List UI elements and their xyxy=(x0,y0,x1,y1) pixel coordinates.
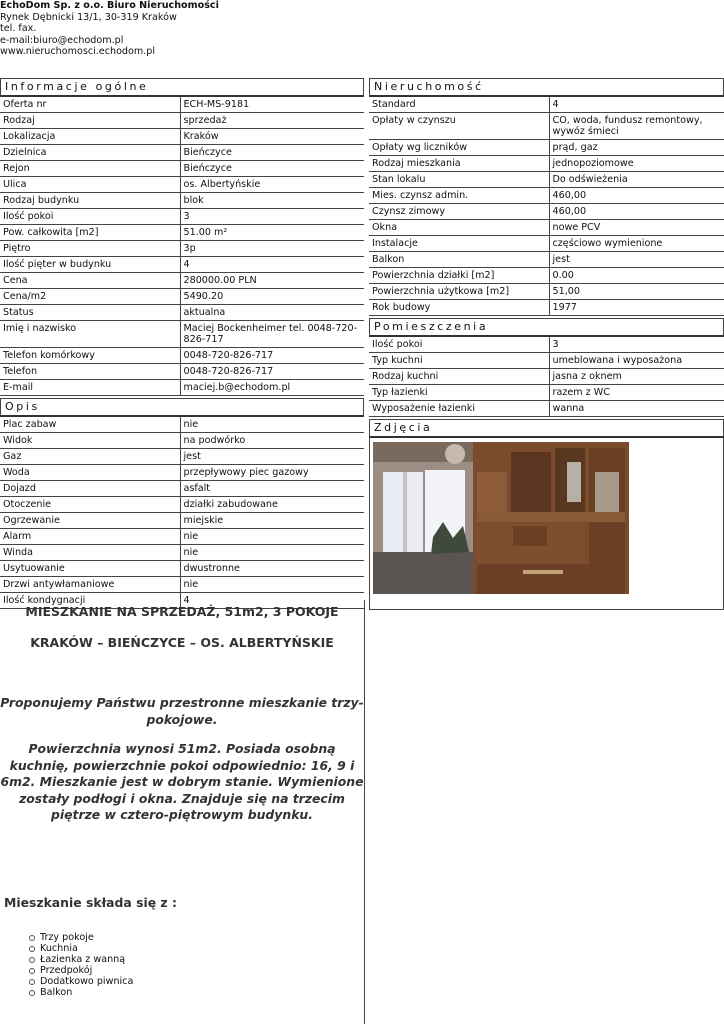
list-item: Łazienka z wanną xyxy=(40,954,364,965)
section-title-general: Informacje ogólne xyxy=(0,78,364,97)
field-value: 4 xyxy=(180,593,364,609)
table-row xyxy=(0,193,364,209)
composition-heading: Mieszkanie składa się z : xyxy=(4,894,177,910)
field-value: 51.00 m² xyxy=(180,225,364,241)
field-label: Ilość kondygnacji xyxy=(0,593,180,609)
field-value: os. Albertyńskie xyxy=(180,177,364,193)
list-item: Trzy pokoje xyxy=(40,932,364,943)
table-row xyxy=(369,252,724,268)
field-value: 3 xyxy=(180,209,364,225)
field-label: Mies. czynsz admin. xyxy=(369,188,549,204)
table-row xyxy=(0,129,364,145)
photo-container xyxy=(369,438,724,610)
field-label: Rejon xyxy=(0,161,180,177)
field-label: Plac zabaw xyxy=(0,417,180,433)
field-value: jednopoziomowe xyxy=(549,156,724,172)
list-item: Dodatkowo piwnica xyxy=(40,976,364,987)
intro-paragraph: Proponujemy Państwu przestronne mieszkanie trzy-pokojowe. xyxy=(0,695,364,727)
right-column xyxy=(369,78,724,610)
field-label: Woda xyxy=(0,465,180,481)
field-label: Dojazd xyxy=(0,481,180,497)
field-label: Winda xyxy=(0,545,180,561)
field-value: nie xyxy=(180,417,364,433)
field-label: Alarm xyxy=(0,529,180,545)
field-label: Imię i nazwisko xyxy=(0,321,180,348)
table-row xyxy=(369,204,724,220)
table-row xyxy=(369,172,724,188)
section-title-rooms: Pomieszczenia xyxy=(369,318,724,337)
field-value: 5490.20 xyxy=(180,289,364,305)
field-value: częściowo wymienione xyxy=(549,236,724,252)
field-value: jasna z oknem xyxy=(549,369,724,385)
table-row xyxy=(0,161,364,177)
field-value: przepływowy piec gazowy xyxy=(180,465,364,481)
field-value: 460,00 xyxy=(549,204,724,220)
table-row xyxy=(0,545,364,561)
field-label: Rodzaj mieszkania xyxy=(369,156,549,172)
field-value: umeblowana i wyposażona xyxy=(549,353,724,369)
property-table xyxy=(369,97,724,316)
field-value: nowe PCV xyxy=(549,220,724,236)
field-value: 0048-720-826-717 xyxy=(180,364,364,380)
table-row xyxy=(369,188,724,204)
table-row xyxy=(0,380,364,396)
table-row xyxy=(0,321,364,348)
general-table xyxy=(0,97,364,396)
field-label: Dzielnica xyxy=(0,145,180,161)
field-value: ECH-MS-9181 xyxy=(180,97,364,113)
table-row xyxy=(369,140,724,156)
field-label: Standard xyxy=(369,97,549,113)
field-label: Rodzaj kuchni xyxy=(369,369,549,385)
field-value: asfalt xyxy=(180,481,364,497)
table-row xyxy=(0,465,364,481)
location-heading: KRAKÓW – BIEŃCZYCE – OS. ALBERTYŃSKIE xyxy=(30,635,334,650)
field-label: Czynsz zimowy xyxy=(369,204,549,220)
field-label: Otoczenie xyxy=(0,497,180,513)
field-value: 0048-720-826-717 xyxy=(180,348,364,364)
field-value: Bieńczyce xyxy=(180,145,364,161)
field-value: razem z WC xyxy=(549,385,724,401)
section-title-photos: Zdjęcia xyxy=(369,419,724,438)
agency-email: e-mail:biuro@echodom.pl xyxy=(0,34,124,46)
opis-table xyxy=(0,417,364,609)
field-value: nie xyxy=(180,577,364,593)
description xyxy=(0,600,364,998)
field-label: Ilość pokoi xyxy=(369,337,549,353)
table-row xyxy=(369,300,724,316)
table-row xyxy=(0,209,364,225)
field-value: Maciej Bockenheimer tel. 0048-720-826-717 xyxy=(180,321,364,348)
table-row xyxy=(369,337,724,353)
agency-name: EchoDom Sp. z o.o. Biuro Nieruchomości xyxy=(0,0,219,11)
table-row xyxy=(0,561,364,577)
table-row xyxy=(369,353,724,369)
field-value: 1977 xyxy=(549,300,724,316)
field-label: Typ łazienki xyxy=(369,385,549,401)
field-value: 51,00 xyxy=(549,284,724,300)
field-value: na podwórko xyxy=(180,433,364,449)
field-value: wanna xyxy=(549,401,724,417)
table-row xyxy=(369,236,724,252)
field-value: Kraków xyxy=(180,129,364,145)
field-label: Typ kuchni xyxy=(369,353,549,369)
field-label: Drzwi antywłamaniowe xyxy=(0,577,180,593)
field-label: Gaz xyxy=(0,449,180,465)
rooms-table xyxy=(369,337,724,417)
field-label: Piętro xyxy=(0,241,180,257)
field-value: nie xyxy=(180,545,364,561)
list-item: Przedpokój xyxy=(40,965,364,976)
table-row xyxy=(369,284,724,300)
field-label: Wyposażenie łazienki xyxy=(369,401,549,417)
field-value: 460,00 xyxy=(549,188,724,204)
field-value: jest xyxy=(549,252,724,268)
section-title-opis: Opis xyxy=(0,398,364,417)
field-label: Widok xyxy=(0,433,180,449)
table-row xyxy=(369,385,724,401)
field-label: Ulica xyxy=(0,177,180,193)
table-row xyxy=(0,577,364,593)
field-label: Okna xyxy=(369,220,549,236)
field-value: aktualna xyxy=(180,305,364,321)
field-label: Opłaty w czynszu xyxy=(369,113,549,140)
apartment-photo[interactable] xyxy=(373,442,629,594)
table-row xyxy=(369,268,724,284)
field-value: 4 xyxy=(180,257,364,273)
agency-header xyxy=(0,0,219,58)
field-value: nie xyxy=(180,529,364,545)
field-label: Balkon xyxy=(369,252,549,268)
list-item: Kuchnia xyxy=(40,943,364,954)
field-label: Oferta nr xyxy=(0,97,180,113)
field-label: Ilość pokoi xyxy=(0,209,180,225)
field-label: Rodzaj xyxy=(0,113,180,129)
table-row xyxy=(0,433,364,449)
field-label: Rok budowy xyxy=(369,300,549,316)
table-row xyxy=(0,305,364,321)
field-value: dwustronne xyxy=(180,561,364,577)
field-label: E-mail xyxy=(0,380,180,396)
table-row xyxy=(0,348,364,364)
table-row xyxy=(369,113,724,140)
field-value: 4 xyxy=(549,97,724,113)
table-row xyxy=(369,220,724,236)
field-label: Opłaty wg liczników xyxy=(369,140,549,156)
list-item: Balkon xyxy=(40,987,364,998)
column-divider xyxy=(364,600,365,1024)
field-label: Pow. całkowita [m2] xyxy=(0,225,180,241)
table-row xyxy=(0,177,364,193)
field-label: Instalacje xyxy=(369,236,549,252)
section-title-property: Nieruchomość xyxy=(369,78,724,97)
table-row xyxy=(0,289,364,305)
field-label: Powierzchnia użytkowa [m2] xyxy=(369,284,549,300)
table-row xyxy=(0,113,364,129)
table-row xyxy=(0,241,364,257)
table-row xyxy=(369,97,724,113)
field-label: Powierzchnia działki [m2] xyxy=(369,268,549,284)
left-column xyxy=(0,78,364,609)
field-value: jest xyxy=(180,449,364,465)
listing-heading: MIESZKANIE NA SPRZEDAŻ, 51m2, 3 POKOJE xyxy=(25,604,339,619)
table-row xyxy=(0,497,364,513)
field-label: Telefon xyxy=(0,364,180,380)
table-row xyxy=(0,364,364,380)
field-value: Do odświeżenia xyxy=(549,172,724,188)
field-label: Telefon komórkowy xyxy=(0,348,180,364)
field-label: Cena xyxy=(0,273,180,289)
field-label: Usytuowanie xyxy=(0,561,180,577)
field-value: miejskie xyxy=(180,513,364,529)
table-row xyxy=(369,156,724,172)
field-value: 3p xyxy=(180,241,364,257)
agency-address: Rynek Dębnicki 13/1, 30-319 Kraków xyxy=(0,11,177,23)
table-row xyxy=(0,417,364,433)
field-label: Rodzaj budynku xyxy=(0,193,180,209)
field-value: 3 xyxy=(549,337,724,353)
field-label: Status xyxy=(0,305,180,321)
field-value: sprzedaż xyxy=(180,113,364,129)
field-value: 0.00 xyxy=(549,268,724,284)
field-label: Ogrzewanie xyxy=(0,513,180,529)
agency-phone: tel. fax. xyxy=(0,23,37,35)
field-value: CO, woda, fundusz remontowy, wywóz śmieci xyxy=(549,113,724,140)
field-value: blok xyxy=(180,193,364,209)
field-label: Stan lokalu xyxy=(369,172,549,188)
field-value: działki zabudowane xyxy=(180,497,364,513)
rooms-list xyxy=(40,932,364,998)
field-label: Ilość pięter w budynku xyxy=(0,257,180,273)
table-row xyxy=(0,513,364,529)
table-row xyxy=(0,145,364,161)
field-value: 280000.00 PLN xyxy=(180,273,364,289)
table-row xyxy=(0,481,364,497)
details-paragraph: Powierzchnia wynosi 51m2. Posiada osobną kuchnię, powierzchnie pokoi odpowiednio: 16, 9 i 6m2. Mieszkanie jest w dobrym stanie. Wymienione zostały podłogi i okna. Znajduje się na trzecim piętrze w cztero-piętrowym budynku. xyxy=(0,741,364,822)
table-row xyxy=(0,273,364,289)
table-row xyxy=(0,97,364,113)
table-row xyxy=(369,369,724,385)
table-row xyxy=(369,401,724,417)
field-label: Lokalizacja xyxy=(0,129,180,145)
table-row xyxy=(0,449,364,465)
field-value: maciej.b@echodom.pl xyxy=(180,380,364,396)
table-row xyxy=(0,225,364,241)
table-row xyxy=(0,529,364,545)
agency-web: www.nieruchomosci.echodom.pl xyxy=(0,46,156,58)
field-value: Bieńczyce xyxy=(180,161,364,177)
field-value: prąd, gaz xyxy=(549,140,724,156)
field-label: Cena/m2 xyxy=(0,289,180,305)
table-row xyxy=(0,257,364,273)
